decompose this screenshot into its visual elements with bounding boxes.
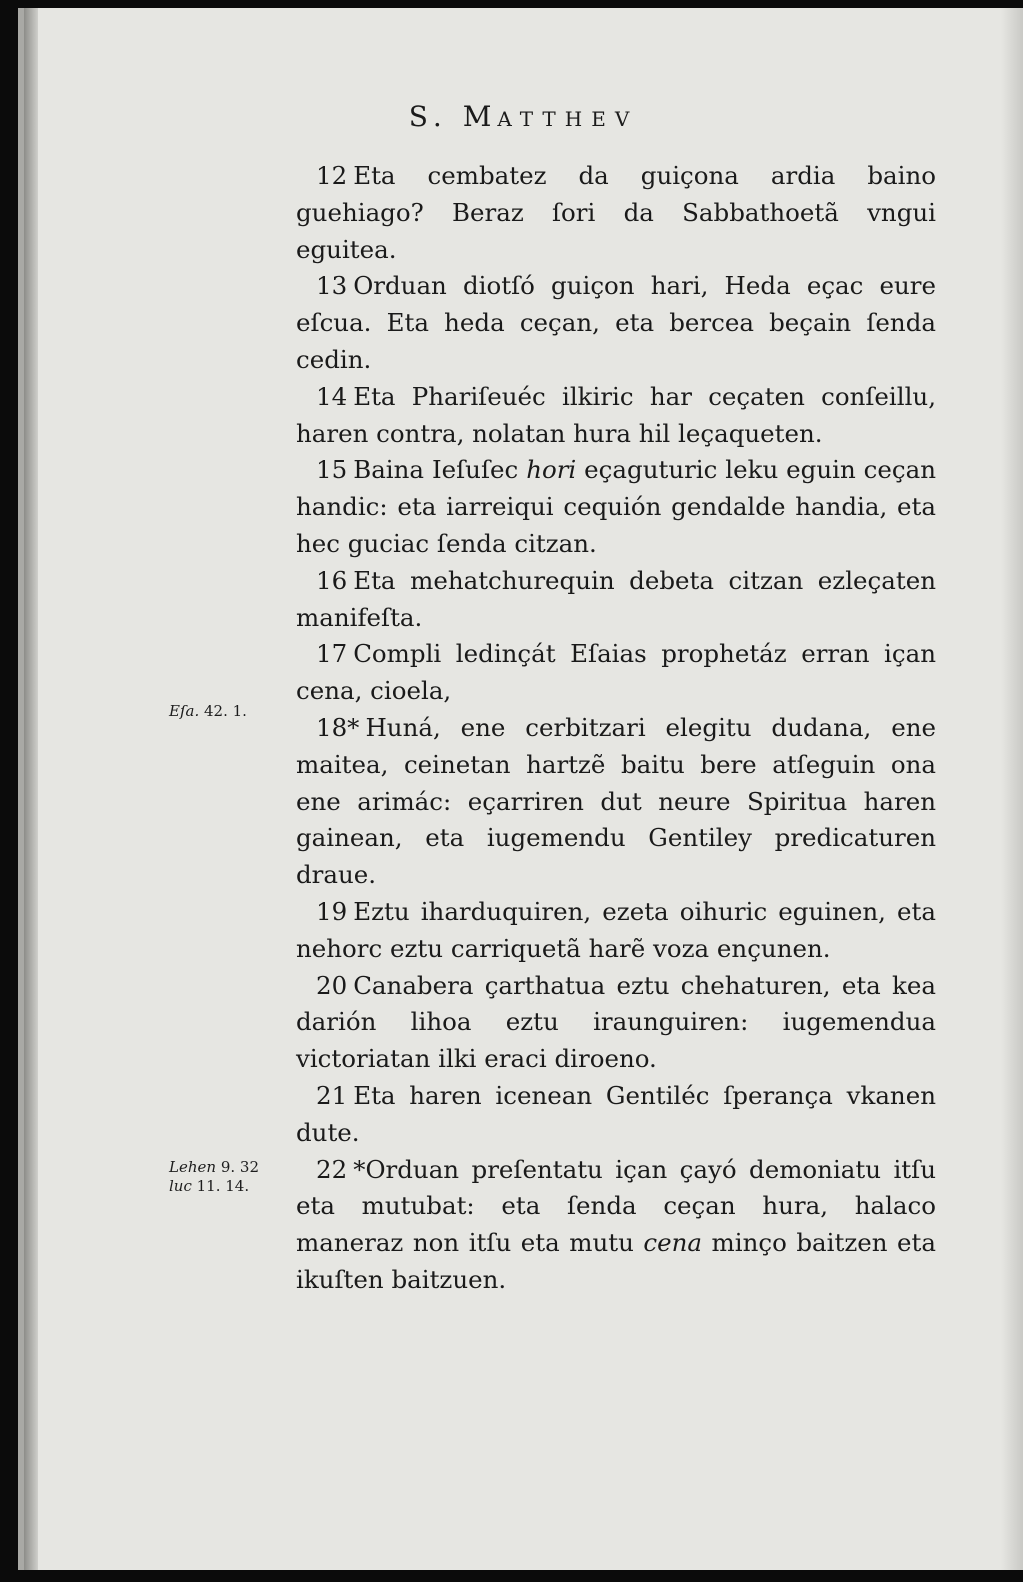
margin-note-ref: Lehen xyxy=(169,1158,217,1176)
verse-20 xyxy=(296,968,936,1078)
verse-number: 14 xyxy=(316,381,348,411)
verse-number: 16 xyxy=(316,565,348,595)
verse-16 xyxy=(296,563,936,637)
verse-number: 13 xyxy=(316,271,348,301)
verse-22 xyxy=(296,1152,936,1299)
verse-body: Eta cembatez da guiçona ardia baino guehiago? Beraz ſori da Sabbathoetã vngui eguitea. xyxy=(296,161,936,264)
verse-number: 18* xyxy=(316,712,360,742)
verse-number: 20 xyxy=(316,970,348,1000)
verse-12 xyxy=(296,158,936,268)
verse-number: 21 xyxy=(316,1080,348,1110)
verse-body-post: eçaguturic leku eguin ceçan handic: eta iarreiqui cequión gendalde handia, eta hec guciac ſenda citzan. xyxy=(296,455,936,558)
verse-body: Eta haren icenean Gentiléc ſperança vkanen dute. xyxy=(296,1080,936,1147)
margin-note-ref: Eſa. xyxy=(169,702,200,720)
verse-body-pre: *Orduan preſentatu içan çayó demoniatu itſu eta mutubat: eta ſenda ceçan hura, halaco maneraz non itſu eta mutu xyxy=(296,1154,936,1258)
running-head-initial: S. M xyxy=(408,100,498,133)
verse-body-post: minço baitzen eta ikuſten baitzuen. xyxy=(296,1228,936,1294)
verse-body: Eta Phariſeuéc ilkiric har ceçaten conſeillu, haren contra, nolatan hura hil leçaqueten. xyxy=(296,381,936,448)
running-head xyxy=(24,100,1023,133)
verse-15 xyxy=(296,452,936,562)
verse-14 xyxy=(296,379,936,453)
verse-body: Compli ledinçát Eſaias prophetáz erran içan cena, cioela, xyxy=(296,639,936,706)
verse-17 xyxy=(296,636,936,710)
verse-body: Eztu iharduquiren, ezeta oihuric eguinen, eta nehorc eztu carriquetã harẽ voza ençunen. xyxy=(296,896,936,963)
verse-18 xyxy=(296,710,936,894)
verse-13 xyxy=(296,268,936,378)
verse-21 xyxy=(296,1078,936,1152)
verse-body: Huná, ene cerbitzari elegitu dudana, ene maitea, ceinetan hartzẽ baitu bere atſeguin ona ene arimác: eçarriren dut neure Spiritua haren gainean, eta iugemendu Gentiley predicaturen draue. xyxy=(296,712,936,890)
verse-number: 19 xyxy=(316,896,348,926)
verse-number: 15 xyxy=(316,455,348,485)
verse-body: Canabera çarthatua eztu chehaturen, eta kea darión lihoa eztu iraunguiren: iugemendua victoriatan ilki eraci diroeno. xyxy=(296,970,936,1074)
verse-number: 22 xyxy=(316,1154,348,1184)
running-head-rest: ATTHEV xyxy=(497,107,639,131)
verse-body: Orduan diotſó guiçon hari, Heda eçac eure eſcua. Eta heda ceçan, eta bercea beçain ſenda cedin. xyxy=(296,271,936,374)
verse-number: 12 xyxy=(316,161,348,190)
verse-body: Eta mehatchurequin debeta citzan ezleçaten manifeſta. xyxy=(296,565,936,632)
verse-number: 17 xyxy=(316,639,348,669)
margin-note-ref: luc xyxy=(169,1177,192,1195)
margin-note-esa xyxy=(169,702,294,721)
margin-note-loc: 9. 32 xyxy=(220,1158,259,1176)
book-page xyxy=(18,8,1023,1570)
verse-19 xyxy=(296,894,936,968)
margin-note-loc: 11. 14. xyxy=(196,1177,250,1195)
verse-text xyxy=(296,158,936,1299)
verse-body-italic: hori xyxy=(526,455,577,485)
verse-body-italic: cena xyxy=(643,1228,702,1258)
verse-body-pre: Baina Ieſuſec xyxy=(353,455,527,485)
margin-note-loc: 42. 1. xyxy=(204,702,247,720)
margin-note-lehen xyxy=(169,1158,294,1196)
